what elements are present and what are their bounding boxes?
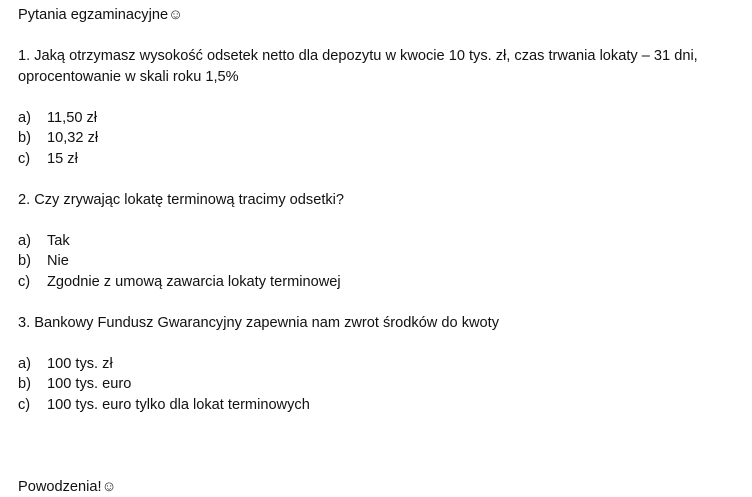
answer-marker: c) [18, 149, 47, 170]
answer-text: 10,32 zł [47, 128, 98, 149]
answer-option [18, 108, 746, 129]
answer-option [18, 128, 746, 149]
spacer [18, 456, 746, 477]
document-body [18, 5, 746, 497]
answer-option [18, 231, 746, 252]
question-2-answers [18, 231, 746, 293]
answer-option [18, 354, 746, 375]
answer-text: 15 zł [47, 149, 78, 170]
answer-marker: a) [18, 231, 47, 252]
answer-option [18, 149, 746, 170]
answer-text: 100 tys. zł [47, 354, 113, 375]
question-2-text: 2. Czy zrywając lokatę terminową tracimy odsetki? [18, 190, 746, 211]
answer-option [18, 395, 746, 416]
answer-text: 11,50 zł [47, 108, 97, 129]
spacer [18, 87, 746, 108]
document-title: Pytania egzaminacyjne☺ [18, 5, 746, 26]
answer-text: Tak [47, 231, 70, 252]
question-1-text: 1. Jaką otrzymasz wysokość odsetek netto dla depozytu w kwocie 10 tys. zł, czas trwania lokaty – 31 dni, oprocentowanie w skali roku 1,5% [18, 46, 746, 87]
answer-marker: a) [18, 354, 47, 375]
question-3-answers [18, 354, 746, 416]
spacer [18, 415, 746, 456]
answer-option [18, 272, 746, 293]
spacer [18, 210, 746, 231]
answer-marker: c) [18, 395, 47, 416]
answer-marker: b) [18, 374, 47, 395]
spacer [18, 292, 746, 313]
answer-option [18, 374, 746, 395]
answer-text: Zgodnie z umową zawarcia lokaty terminowej [47, 272, 341, 293]
answer-marker: b) [18, 251, 47, 272]
question-1-answers [18, 108, 746, 170]
spacer [18, 333, 746, 354]
closing-text: Powodzenia!☺ [18, 477, 746, 497]
answer-text: Nie [47, 251, 69, 272]
answer-option [18, 251, 746, 272]
answer-marker: c) [18, 272, 47, 293]
answer-marker: b) [18, 128, 47, 149]
answer-marker: a) [18, 108, 47, 129]
spacer [18, 169, 746, 190]
spacer [18, 26, 746, 47]
answer-text: 100 tys. euro [47, 374, 131, 395]
question-3-text: 3. Bankowy Fundusz Gwarancyjny zapewnia nam zwrot środków do kwoty [18, 313, 746, 334]
answer-text: 100 tys. euro tylko dla lokat terminowych [47, 395, 310, 416]
